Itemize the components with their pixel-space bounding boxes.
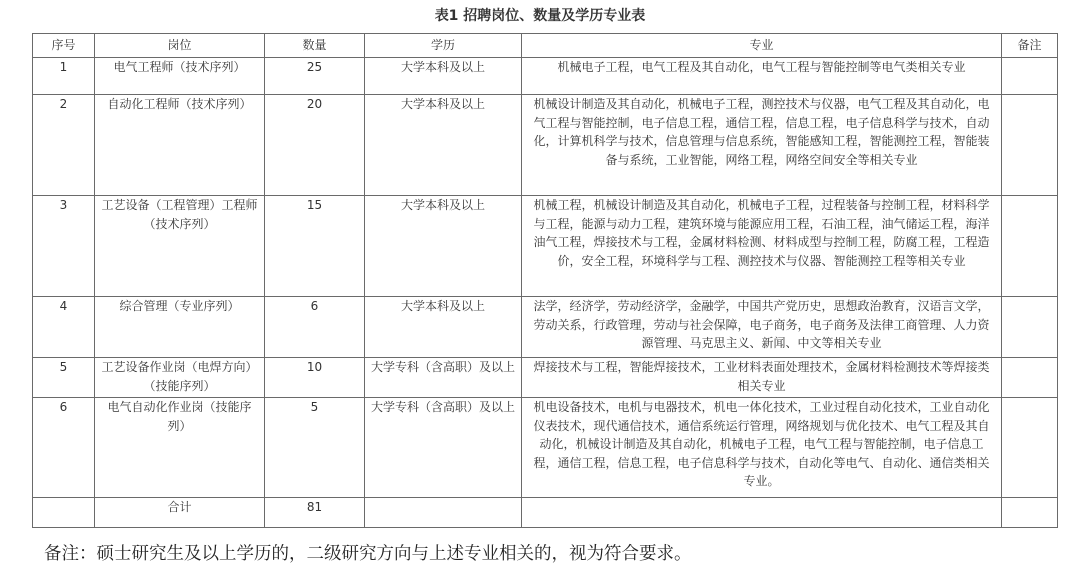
header-count: 数量 <box>265 34 365 58</box>
cell-position: 自动化工程师（技术序列） <box>95 95 265 196</box>
cell-major: 焊接技术与工程，智能焊接技术，工业材料表面处理技术，金属材料检测技术等焊接类相关专业 <box>522 358 1002 398</box>
cell-remark <box>1002 297 1058 358</box>
header-education: 学历 <box>365 34 522 58</box>
cell-no: 4 <box>33 297 95 358</box>
table-title: 表1 招聘岗位、数量及学历专业表 <box>434 8 646 24</box>
table-row <box>33 58 1058 95</box>
total-label: 合计 <box>95 498 265 528</box>
cell-count: 10 <box>265 358 365 398</box>
table-row <box>33 297 1058 358</box>
cell-count: 25 <box>265 58 365 95</box>
cell-major: 机械工程，机械设计制造及其自动化，机械电子工程，过程装备与控制工程，材料科学与工程，能源与动力工程，建筑环境与能源应用工程，石油工程，油气储运工程，海洋油气工程，焊接技术与工程，金属材料检测、材料成型与控制工程，防腐工程，工程造价，安全工程，环境科学与工程、测控技术与仪器、智能测控工程等相关专业 <box>522 196 1002 297</box>
cell-count: 20 <box>265 95 365 196</box>
cell-remark <box>1002 58 1058 95</box>
cell-position: 工艺设备（工程管理）工程师（技术序列） <box>95 196 265 297</box>
cell-major: 机电设备技术，电机与电器技术，机电一体化技术，工业过程自动化技术，工业自动化仪表技术，现代通信技术，通信系统运行管理，网络规划与优化技术、电气工程及其自动化，机械设计制造及其自动化，机械电子工程，电气工程与智能控制，电子信息工程，通信工程，信息工程，电子信息科学与技术，自动化等电气、自动化、通信类相关专业。 <box>522 398 1002 498</box>
header-position: 岗位 <box>95 34 265 58</box>
cell-position: 电气自动化作业岗（技能序列） <box>95 398 265 498</box>
cell-major <box>522 498 1002 528</box>
table-header-row <box>33 34 1058 58</box>
cell-education: 大学本科及以上 <box>365 297 522 358</box>
total-count: 81 <box>265 498 365 528</box>
cell-no: 1 <box>33 58 95 95</box>
cell-count: 6 <box>265 297 365 358</box>
cell-remark <box>1002 498 1058 528</box>
cell-remark <box>1002 398 1058 498</box>
cell-no <box>33 498 95 528</box>
cell-remark <box>1002 95 1058 196</box>
cell-no: 2 <box>33 95 95 196</box>
cell-count: 15 <box>265 196 365 297</box>
cell-position: 工艺设备作业岗（电焊方向）（技能序列） <box>95 358 265 398</box>
header-major: 专业 <box>522 34 1002 58</box>
cell-remark <box>1002 196 1058 297</box>
cell-no: 3 <box>33 196 95 297</box>
total-row <box>33 498 1058 528</box>
header-no: 序号 <box>33 34 95 58</box>
cell-remark <box>1002 358 1058 398</box>
header-remark: 备注 <box>1002 34 1058 58</box>
cell-education: 大学本科及以上 <box>365 58 522 95</box>
cell-position: 综合管理（专业序列） <box>95 297 265 358</box>
cell-major: 机械设计制造及其自动化，机械电子工程，测控技术与仪器，电气工程及其自动化，电气工程与智能控制，电子信息工程，通信工程，信息工程，电子信息科学与技术，自动化，计算机科学与技术，信息管理与信息系统，智能感知工程，智能测控工程，智能装备与系统，工业智能，网络工程，网络空间安全等相关专业 <box>522 95 1002 196</box>
cell-no: 6 <box>33 398 95 498</box>
recruitment-table <box>32 33 1058 528</box>
cell-count: 5 <box>265 398 365 498</box>
cell-major: 机械电子工程，电气工程及其自动化，电气工程与智能控制等电气类相关专业 <box>522 58 1002 95</box>
table-row <box>33 95 1058 196</box>
table-row <box>33 398 1058 498</box>
cell-education <box>365 498 522 528</box>
cell-education: 大学本科及以上 <box>365 196 522 297</box>
cell-position: 电气工程师（技术序列） <box>95 58 265 95</box>
cell-major: 法学，经济学，劳动经济学，金融学，中国共产党历史，思想政治教育，汉语言文学，劳动关系，行政管理，劳动与社会保障，电子商务，电子商务及法律工商管理、人力资源管理、马克思主义、新闻、中文等相关专业 <box>522 297 1002 358</box>
table-row <box>33 196 1058 297</box>
footnote: 备注：硕士研究生及以上学历的，二级研究方向与上述专业相关的，视为符合要求。 <box>44 544 692 564</box>
cell-education: 大学本科及以上 <box>365 95 522 196</box>
cell-education: 大学专科（含高职）及以上 <box>365 398 522 498</box>
table-row <box>33 358 1058 398</box>
cell-no: 5 <box>33 358 95 398</box>
cell-education: 大学专科（含高职）及以上 <box>365 358 522 398</box>
